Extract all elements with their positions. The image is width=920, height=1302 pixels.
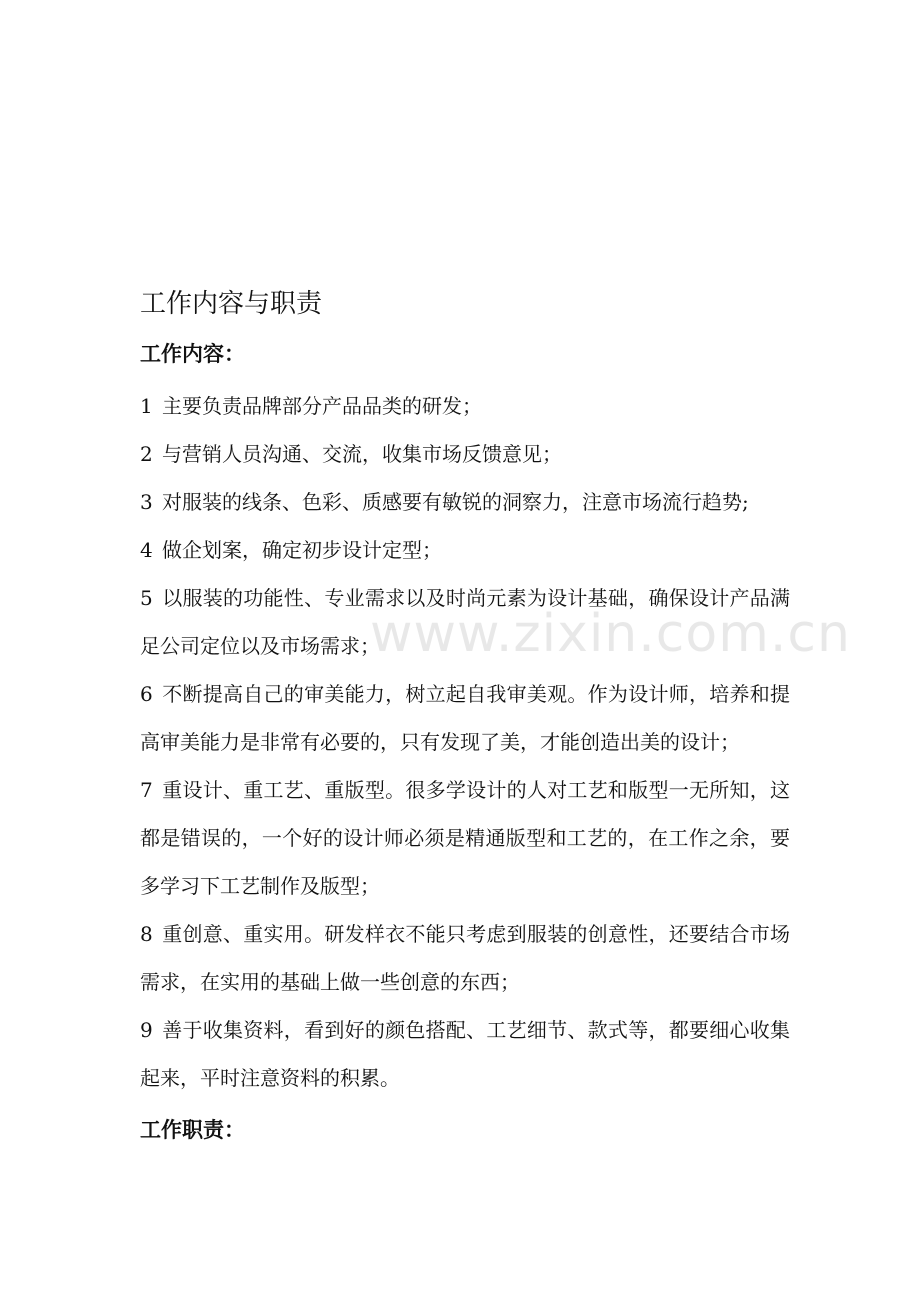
list-item — [140, 382, 790, 430]
list-item — [140, 766, 790, 910]
item-number: 8 — [140, 922, 153, 946]
item-number: 4 — [140, 538, 153, 562]
list-item — [140, 910, 790, 1006]
item-text: 重创意、重实用。研发样衣不能只考虑到服装的创意性，还要结合市场需求，在实用的基础上做一些创意的东西； — [140, 922, 790, 994]
item-number: 2 — [140, 442, 153, 466]
item-text: 不断提高自己的审美能力，树立起自我审美观。作为设计师，培养和提高审美能力是非常有必要的，只有发现了美，才能创造出美的设计； — [140, 682, 790, 754]
section-heading-content: 工作内容： — [140, 342, 245, 366]
list-item — [140, 670, 790, 766]
item-number: 9 — [140, 1018, 153, 1042]
item-text: 对服装的线条、色彩、质感要有敏锐的洞察力，注意市场流行趋势; — [162, 490, 749, 514]
item-text: 做企划案，确定初步设计定型； — [162, 538, 442, 562]
list-item — [140, 1006, 790, 1102]
list-item — [140, 430, 790, 478]
document-body — [140, 334, 790, 1158]
item-number: 3 — [140, 490, 153, 514]
list-item — [140, 478, 790, 526]
item-number: 5 — [140, 586, 153, 610]
item-text: 与营销人员沟通、交流，收集市场反馈意见； — [162, 442, 562, 466]
watermark-text: www.zixin.com.cn — [370, 604, 851, 664]
item-text: 以服装的功能性、专业需求以及时尚元素为设计基础，确保设计产品满足公司定位以及市场需求； — [140, 586, 790, 658]
item-number: 6 — [140, 682, 153, 706]
item-number: 1 — [140, 394, 153, 418]
item-text: 主要负责品牌部分产品品类的研发； — [162, 394, 482, 418]
document-title: 工作内容与职责 — [140, 289, 323, 319]
item-text: 善于收集资料，看到好的颜色搭配、工艺细节、款式等，都要细心收集起来，平时注意资料的积累。 — [140, 1018, 790, 1090]
section-heading-duties: 工作职责： — [140, 1118, 245, 1142]
list-item — [140, 574, 790, 670]
item-number: 7 — [140, 778, 153, 802]
list-item — [140, 526, 790, 574]
item-text: 重设计、重工艺、重版型。很多学设计的人对工艺和版型一无所知，这都是错误的，一个好的设计师必须是精通版型和工艺的，在工作之余，要多学习下工艺制作及版型； — [140, 778, 790, 898]
